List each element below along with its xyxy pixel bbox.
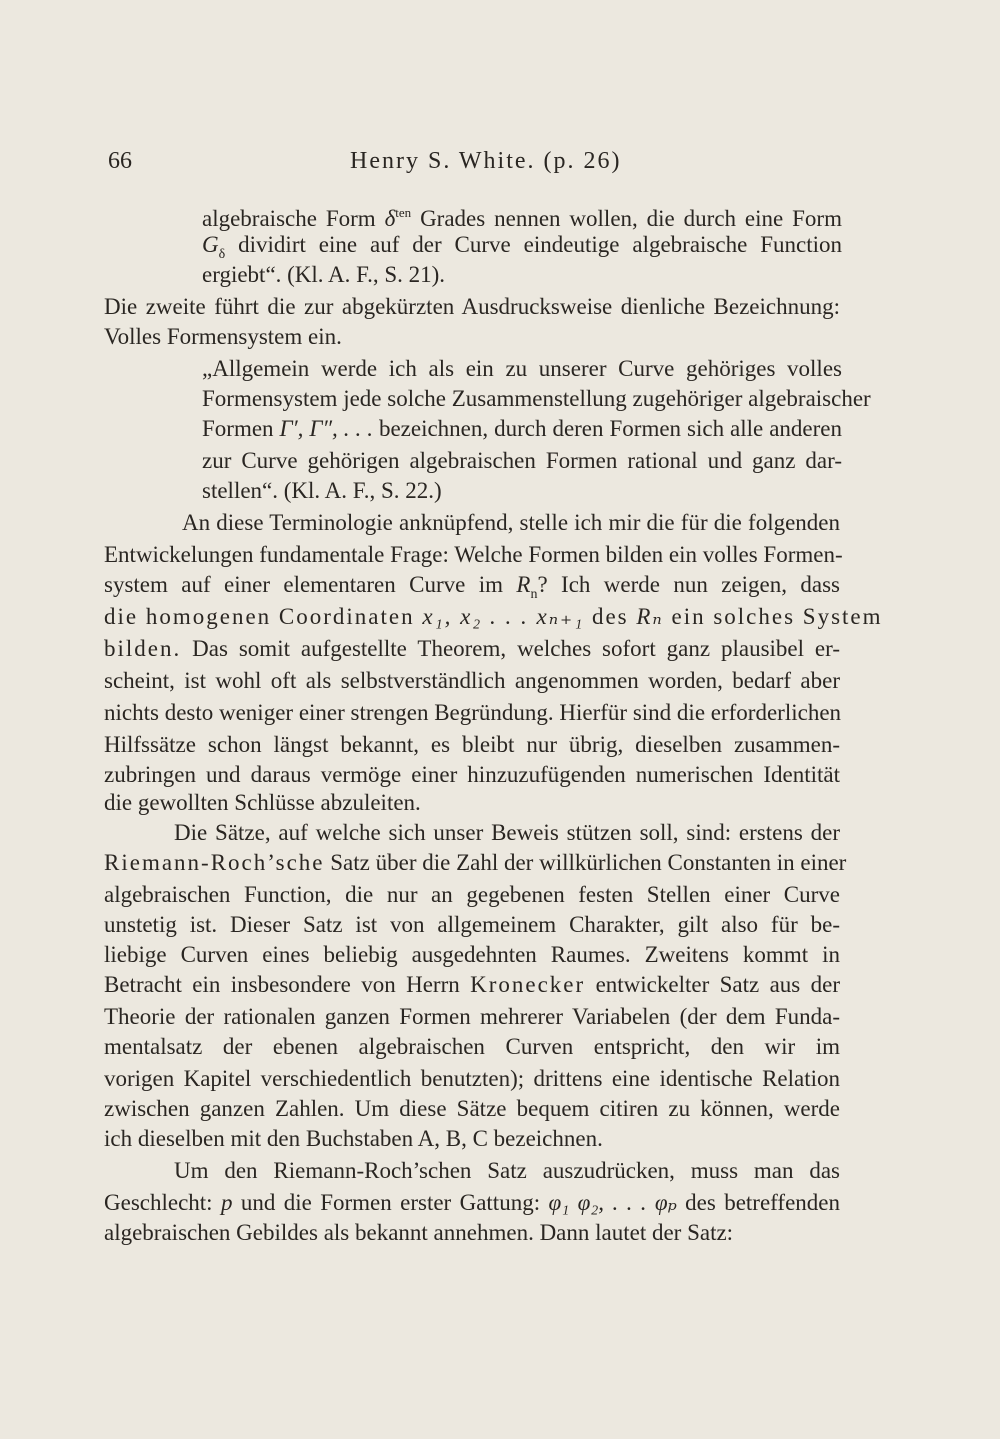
text-line: stellen“. (Kl. A. F., S. 22.) — [202, 478, 442, 503]
text-line: zur Curve gehörigen algebraischen Formen rational und ganz dar- — [202, 448, 842, 473]
text-line: Theorie der rationalen ganzen Formen mehrerer Variabelen (der dem Funda- — [104, 1004, 840, 1029]
text-line: $G_\delta$ dividirt eine auf der Curve eindeutige algebraische Function — [202, 232, 842, 262]
text-line: Formensystem jede solche Zusammenstellung zugehöriger algebraischer — [202, 386, 871, 411]
text-line: Die zweite führt die zur abgekürzten Ausdrucksweise dienliche Bezeichnung: — [104, 294, 840, 319]
text-line: Die Sätze, auf welche sich unser Beweis stützen soll, sind: erstens der — [174, 820, 840, 845]
text-line: algebraischen Function, die nur an gegebenen festen Stellen einer Curve — [104, 882, 840, 907]
running-header — [108, 148, 844, 180]
text-line: Hilfssätze schon längst bekannt, es bleibt nur übrig, dieselben zusammen- — [104, 732, 840, 757]
text-line: bilden. Das somit aufgestellte Theorem, welches sofort ganz plausibel er- — [104, 636, 840, 661]
text-line: „Allgemein werde ich als ein zu unserer Curve gehöriges volles — [202, 356, 842, 381]
text-line: Formen Γ′, Γ″, . . . bezeichnen, durch deren Formen sich alle anderen — [202, 416, 842, 441]
text-line: ich dieselben mit den Buchstaben A, B, C bezeichnen. — [104, 1126, 603, 1151]
text-line: algebraischen Gebildes als bekannt annehmen. Dann lautet der Satz: — [104, 1220, 734, 1245]
text-line: system auf einer elementaren Curve im $R_n$? Ich werde nun zeigen, dass — [104, 572, 841, 602]
text-line: nichts desto weniger einer strengen Begründung. Hierfür sind die erforderlichen — [104, 700, 842, 725]
text-line: Entwickelungen fundamentale Frage: Welche Formen bilden ein volles Formen- — [104, 542, 843, 567]
text-line: liebige Curven eines beliebig ausgedehnten Raumes. Zweitens kommt in — [104, 942, 840, 967]
text-line: mentalsatz der ebenen algebraischen Curven entspricht, den wir im — [104, 1034, 840, 1059]
text-line: Geschlecht: p und die Formen erster Gattung: φ₁ φ₂, . . . φₚ des betreffenden — [104, 1190, 840, 1215]
text-line: An diese Terminologie anknüpfend, stelle ich mir die für die folgenden — [182, 510, 840, 535]
text-line: zubringen und daraus vermöge einer hinzuzufügenden numerischen Identität — [104, 762, 840, 787]
running-title: Henry S. White. (p. 26) — [350, 148, 622, 174]
text-line: zwischen ganzen Zahlen. Um diese Sätze bequem citiren zu können, werde — [104, 1096, 840, 1121]
text-line: Um den Riemann-Roch’schen Satz auszudrücken, muss man das — [174, 1158, 840, 1183]
text-line: die homogenen Coordinaten x₁, x₂ . . . xₙ₊₁ des Rₙ ein solches System — [104, 604, 883, 629]
text-line: Volles Formensystem ein. — [104, 324, 342, 349]
text-line: vorigen Kapitel verschiedentlich benutzten); drittens eine identische Relation — [104, 1066, 840, 1091]
text-line: scheint, ist wohl oft als selbstverständlich angenommen worden, bedarf aber — [104, 668, 840, 693]
text-line: ergiebt“. (Kl. A. F., S. 21). — [202, 262, 446, 287]
text-line: unstetig ist. Dieser Satz ist von allgemeinem Charakter, gilt also für be- — [104, 912, 840, 937]
text-line: Betracht ein insbesondere von Herrn Kronecker entwickelter Satz aus der — [104, 972, 840, 997]
page-number: 66 — [108, 148, 132, 174]
text-line: Riemann-Roch’sche Satz über die Zahl der willkürlichen Constanten in einer — [104, 850, 847, 875]
text-line: algebraische Form $\delta^{ten}$ Grades nennen wollen, die durch eine Form — [202, 205, 842, 231]
text-line: die gewollten Schlüsse abzuleiten. — [104, 790, 421, 815]
